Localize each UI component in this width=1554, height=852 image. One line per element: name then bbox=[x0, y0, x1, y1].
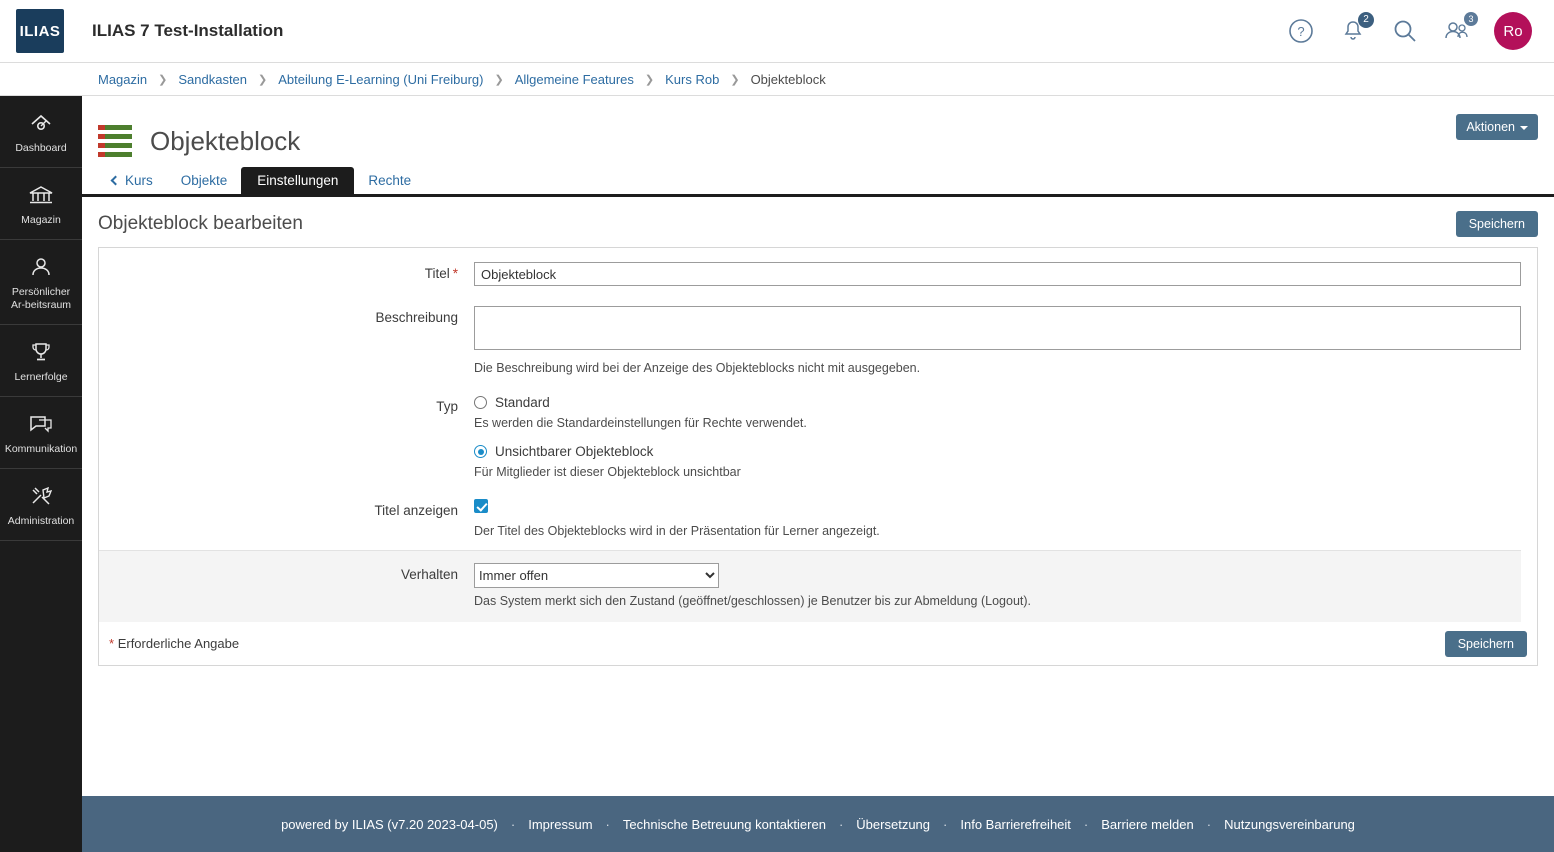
sidebar-item-label: Kommunikation bbox=[4, 443, 78, 455]
sidebar-item-kommunikation[interactable] bbox=[0, 397, 82, 469]
avatar[interactable]: Ro bbox=[1494, 12, 1532, 50]
required-note bbox=[109, 636, 239, 651]
footer-separator: · bbox=[1206, 816, 1212, 832]
footer-link-support[interactable]: Technische Betreuung kontaktieren bbox=[622, 816, 826, 832]
sidebar-item-magazin[interactable] bbox=[0, 168, 82, 240]
contacts-badge: 3 bbox=[1464, 12, 1478, 26]
required-star: * bbox=[109, 636, 115, 651]
type-label: Typ bbox=[436, 399, 458, 414]
required-note-text: Erforderliche Angabe bbox=[117, 636, 240, 651]
powered-by-text: powered by ILIAS (v7.20 2023-04-05) bbox=[281, 816, 498, 832]
save-button-top[interactable]: Speichern bbox=[1456, 211, 1538, 237]
main-sidebar bbox=[0, 96, 82, 852]
behavior-label: Verhalten bbox=[400, 567, 458, 582]
page-footer bbox=[82, 796, 1554, 852]
radio-standard-hint: Es werden die Standardeinstellungen für Rechte verwendet. bbox=[474, 416, 807, 430]
top-header bbox=[0, 0, 1554, 63]
chevron-left-icon bbox=[111, 176, 121, 186]
svg-text:?: ? bbox=[1297, 24, 1305, 39]
achievements-icon bbox=[4, 339, 78, 365]
breadcrumb-item-4[interactable]: Kurs Rob bbox=[665, 71, 720, 87]
form-row-title bbox=[99, 248, 1537, 292]
tab-objekte[interactable]: Objekte bbox=[180, 173, 228, 188]
show-title-label: Titel anzeigen bbox=[374, 503, 458, 518]
sidebar-item-administration[interactable] bbox=[0, 469, 82, 541]
breadcrumb-item-2[interactable]: Abteilung E-Learning (Uni Freiburg) bbox=[278, 71, 484, 87]
description-hint: Die Beschreibung wird bei der Anzeige des Objekteblocks nicht mit ausgegeben. bbox=[474, 361, 921, 375]
tab-kurs[interactable] bbox=[98, 167, 167, 194]
behavior-select[interactable] bbox=[474, 563, 719, 588]
objectblock-icon bbox=[98, 125, 132, 157]
settings-form bbox=[98, 247, 1538, 622]
sidebar-item-label: Dashboard bbox=[15, 142, 67, 154]
sidebar-item-label: Persönlicher Ar-beitsraum bbox=[10, 286, 72, 311]
footer-separator: · bbox=[605, 816, 610, 832]
breadcrumb-separator-icon: ❯ bbox=[644, 73, 655, 86]
breadcrumb bbox=[0, 63, 1554, 96]
sidebar-item-label: Administration bbox=[7, 515, 75, 527]
page-title: Objekteblock bbox=[150, 125, 301, 156]
sidebar-item-persoenlicher-arbeitsraum[interactable] bbox=[0, 240, 82, 325]
footer-separator: · bbox=[1083, 816, 1089, 832]
show-title-checkbox[interactable] bbox=[474, 499, 488, 513]
radio-invisible-icon[interactable] bbox=[474, 445, 487, 458]
form-footer bbox=[98, 622, 1538, 666]
breadcrumb-item-3[interactable]: Allgemeine Features bbox=[514, 71, 634, 87]
page-header bbox=[82, 96, 1554, 168]
behavior-hint: Das System merkt sich den Zustand (geöffnet/geschlossen) je Benutzer bis zur Abmeldung (Logout). bbox=[474, 594, 1032, 608]
tab-label: Kurs bbox=[125, 173, 153, 188]
notifications-icon[interactable] bbox=[1338, 16, 1368, 46]
breadcrumb-item-5: Objekteblock bbox=[750, 71, 826, 87]
sidebar-item-label: Lernerfolge bbox=[14, 371, 68, 383]
sidebar-item-label: Magazin bbox=[21, 214, 61, 226]
app-title: ILIAS 7 Test-Installation bbox=[92, 21, 284, 40]
help-icon[interactable] bbox=[1286, 16, 1316, 46]
save-button-bottom[interactable]: Speichern bbox=[1445, 631, 1527, 657]
footer-sidebar-filler bbox=[0, 796, 82, 852]
repository-icon bbox=[4, 182, 78, 208]
radio-standard-label: Standard bbox=[495, 395, 550, 410]
communication-icon bbox=[4, 411, 78, 437]
breadcrumb-item-0[interactable]: Magazin bbox=[98, 71, 148, 87]
breadcrumb-separator-icon: ❯ bbox=[258, 73, 268, 86]
title-label-text: Titel bbox=[424, 266, 450, 281]
notifications-badge: 2 bbox=[1358, 12, 1374, 28]
description-textarea[interactable] bbox=[474, 306, 1521, 350]
description-label: Beschreibung bbox=[375, 310, 458, 325]
contacts-icon[interactable] bbox=[1442, 16, 1472, 46]
breadcrumb-separator-icon: ❯ bbox=[158, 73, 168, 86]
header-icon-group bbox=[1286, 12, 1532, 50]
form-row-type bbox=[99, 381, 1537, 485]
tab-einstellungen[interactable]: Einstellungen bbox=[241, 167, 354, 194]
radio-invisible-label: Unsichtbarer Objekteblock bbox=[495, 444, 654, 459]
footer-link-impressum[interactable]: Impressum bbox=[528, 816, 593, 832]
show-title-hint: Der Titel des Objekteblocks wird in der Präsentation für Lerner angezeigt. bbox=[474, 524, 880, 538]
administration-icon bbox=[4, 483, 78, 509]
chevron-down-icon bbox=[1520, 126, 1528, 130]
sidebar-item-dashboard[interactable] bbox=[0, 96, 82, 168]
title-label bbox=[99, 262, 474, 286]
form-heading: Objekteblock bearbeiten bbox=[98, 213, 303, 234]
main-content bbox=[82, 96, 1554, 796]
behavior-subpanel bbox=[99, 550, 1521, 622]
actions-button-label: Aktionen bbox=[1466, 120, 1515, 134]
search-icon[interactable] bbox=[1390, 16, 1420, 46]
ilias-logo[interactable]: ILIAS bbox=[16, 9, 64, 53]
form-row-show-title bbox=[99, 485, 1537, 622]
radio-option-invisible[interactable] bbox=[474, 444, 1521, 459]
breadcrumb-separator-icon: ❯ bbox=[494, 73, 504, 86]
footer-link-terms[interactable]: Nutzungsvereinbarung bbox=[1224, 816, 1355, 832]
breadcrumb-item-1[interactable]: Sandkasten bbox=[178, 71, 248, 87]
breadcrumb-separator-icon: ❯ bbox=[730, 73, 740, 86]
required-marker: * bbox=[452, 266, 458, 281]
footer-separator: · bbox=[838, 816, 844, 832]
personal-workspace-icon bbox=[4, 254, 78, 280]
footer-link-report-barrier[interactable]: Barriere melden bbox=[1101, 816, 1194, 832]
sidebar-item-lernerfolge[interactable] bbox=[0, 325, 82, 397]
form-header bbox=[82, 197, 1554, 247]
dashboard-icon bbox=[4, 110, 78, 136]
form-row-description bbox=[99, 292, 1537, 381]
tab-bar bbox=[82, 168, 1554, 197]
footer-separator: · bbox=[510, 816, 516, 832]
footer-link-accessibility-info[interactable]: Info Barrierefreiheit bbox=[960, 816, 1071, 832]
radio-option-standard[interactable] bbox=[474, 395, 1521, 410]
radio-standard-icon[interactable] bbox=[474, 396, 487, 409]
actions-button[interactable] bbox=[1456, 114, 1538, 140]
footer-link-translation[interactable]: Übersetzung bbox=[856, 816, 931, 832]
title-input[interactable] bbox=[474, 262, 1521, 286]
tab-rechte[interactable]: Rechte bbox=[368, 173, 412, 188]
footer-separator: · bbox=[943, 816, 948, 832]
radio-invisible-hint: Für Mitglieder ist dieser Objekteblock unsichtbar bbox=[474, 465, 741, 479]
